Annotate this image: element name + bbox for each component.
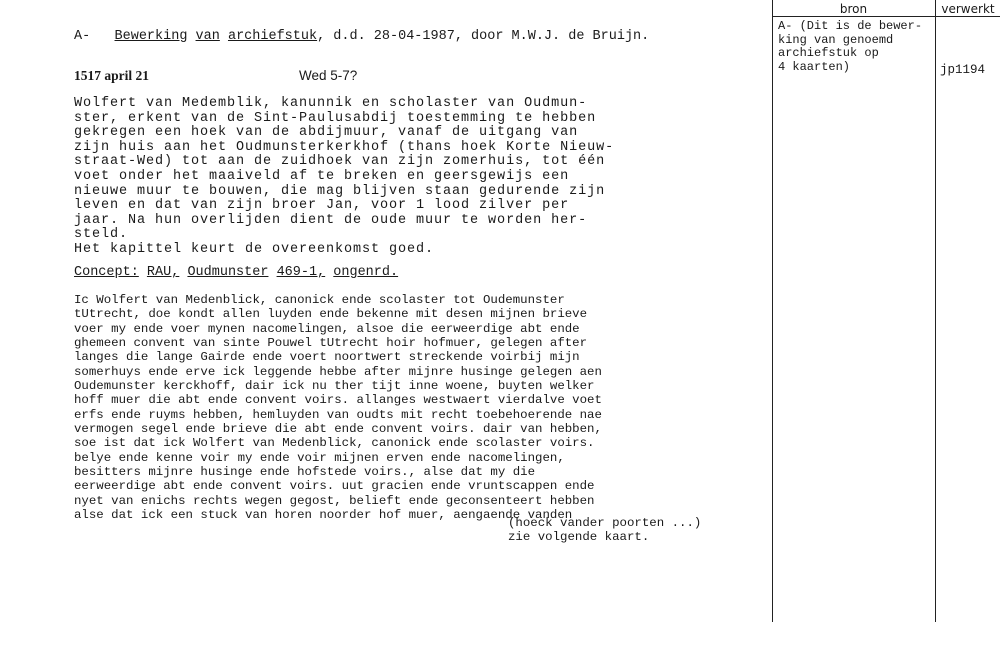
verwerkt-column-header: verwerkt <box>941 2 995 16</box>
charter-date: 1517 april 21 <box>74 68 150 83</box>
bron-note <box>778 20 922 74</box>
transcription-line: alse dat ick een stuck van horen noorder hof muer, aengaende vanden <box>74 508 573 523</box>
transcription-line: vermogen segel ende brieve die abt ende convent voirs. dair van hebben, <box>74 422 602 437</box>
transcription-line: voer my ende voer mynen nacomelingen, alsoe die eerweerdige abt ende <box>74 321 580 336</box>
charter-date-line <box>74 68 357 84</box>
concept-status: ongenrd. <box>333 265 399 280</box>
document-header <box>74 29 649 44</box>
bron-column-right-rule <box>935 0 936 622</box>
transcription-line: tUtrecht, doe kondt allen luyden ende bekenne mit desen mijnen brieve <box>74 307 588 322</box>
transcription-line: Oudemunster kerckhoff, dair ick nu ther tijt inne woene, buyten welker <box>74 379 595 394</box>
bron-column-header: bron <box>839 2 868 16</box>
concept-number: 469-1, <box>276 265 326 280</box>
summary-line: Het kapittel keurt de overeenkomst goed. <box>74 241 435 257</box>
bron-line: archiefstuk op <box>778 46 879 61</box>
continuation-note <box>508 516 701 545</box>
transcription-line: erfs ende ruyms hebben, hemluyden van oudts mit recht toebehoerende nae <box>74 407 602 422</box>
header-suffix: , d.d. 28-04-1987, door M.W.J. de Bruijn. <box>317 29 650 44</box>
transcription-line: belye ende kenne voir my ende voir mijnen erven ende nacomelingen, <box>74 450 565 465</box>
summary-line: gekregen een hoek van de abdijmuur, vanaf de uitgang van <box>74 125 579 141</box>
concept-collection: Oudmunster <box>187 265 269 280</box>
summary-line: zijn huis aan het Oudmunsterkerkhof (thans hoek Korte Nieuw- <box>74 139 615 155</box>
transcription-line: Ic Wolfert van Medenblick, canonick ende scolaster tot Oudemunster <box>74 293 565 307</box>
transcription-line: langes die lange Gairde ende voert noortwert streckende voirbij mijn <box>74 350 580 365</box>
bron-line: king van genoemd <box>778 32 894 47</box>
concept-archive: RAU, <box>146 265 180 280</box>
transcription-line: soe ist dat ick Wolfert van Medenblick, canonick ende scolaster voirs. <box>74 436 595 451</box>
bron-line: 4 kaarten) <box>778 59 851 74</box>
header-archiefstuk: archiefstuk <box>227 29 318 44</box>
charter-location: Wed 5-7? <box>299 68 358 83</box>
concept-label: Concept: <box>74 265 139 280</box>
summary-line: leven en dat van zijn broer Jan, voor 1 lood zilver per <box>74 198 570 214</box>
transcription-line: ghemeen convent van sinte Pouwel tUtrecht hoir hofmuer, gelegen after <box>74 336 588 351</box>
bron-column-left-rule <box>772 0 773 622</box>
verwerkt-value: jp1194 <box>940 63 986 77</box>
summary-line: ster, erkent van de Sint-Paulusabdij toestemming te hebben <box>74 110 597 126</box>
summary-line: nieuwe muur te bouwen, die mag blijven staan gedurende zijn <box>74 183 606 199</box>
summary-line: jaar. Na hun overlijden dient de oude muur te worden her- <box>74 212 588 228</box>
transcription-line: hoff muer die abt ende convent voirs. allanges westwaert vierdalve voet <box>74 393 602 408</box>
header-prefix: A- <box>74 29 91 44</box>
transcription-line: somerhuys ende erve ick leggende hebbe after mijnre husinge gelegen aen <box>74 364 602 379</box>
bron-line: A- (Dit is de bewer- <box>778 19 923 33</box>
transcription-line: besitters mijnre husinge ende hofstede voirs., alse dat my die <box>74 465 536 480</box>
continuation-line: (hoeck vander poorten ...) <box>508 516 702 530</box>
summary-line: Wolfert van Medemblik, kanunnik en scholaster van Oudmun- <box>74 96 588 111</box>
transcription-line: nyet van enichs rechts wegen gegost, belieft ende geconsenteert hebben <box>74 493 595 508</box>
summary-line: steld. <box>74 227 129 243</box>
column-header-rule <box>772 16 1000 17</box>
header-van: van <box>195 29 220 44</box>
concept-reference <box>74 265 398 280</box>
transcription-paragraph <box>74 293 602 523</box>
header-bewerking: Bewerking <box>114 29 188 44</box>
summary-line: voet onder het maaiveld af te breken en geersgewijs een <box>74 168 570 184</box>
summary-line: straat-Wed) tot aan de zuidhoek van zijn zomerhuis, tot één <box>74 154 606 170</box>
transcription-line: eerweerdige abt ende convent voirs. uut gracien ende vruntscappen ende <box>74 479 595 494</box>
continuation-line: zie volgende kaart. <box>508 530 650 545</box>
summary-paragraph <box>74 97 614 258</box>
